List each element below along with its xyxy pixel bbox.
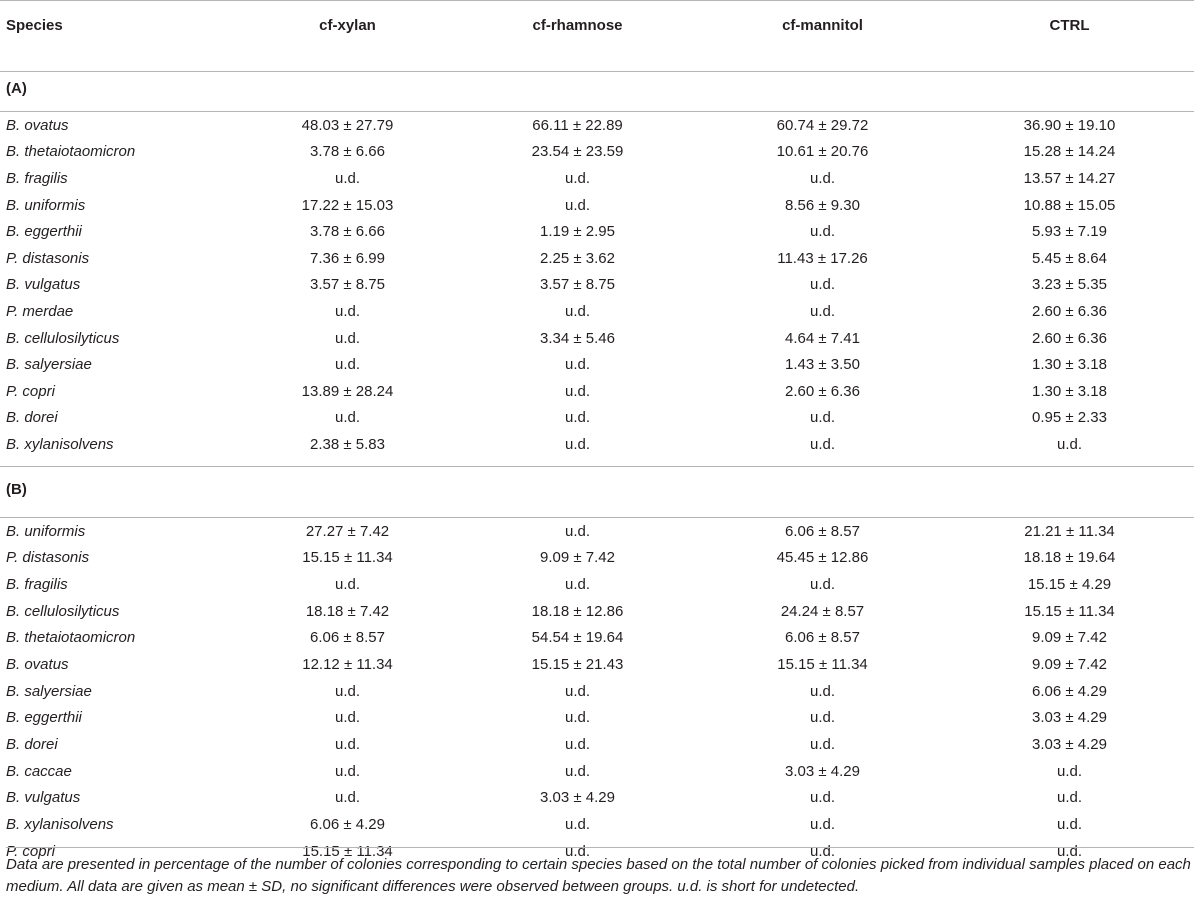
species-cell: B. salyersiae: [6, 356, 92, 374]
value-cell: 15.15 ± 11.34: [777, 656, 868, 673]
value-cell: 0.95 ± 2.33: [1032, 409, 1107, 427]
species-cell: B. cellulosilyticus: [6, 602, 120, 620]
value-cell: u.d.: [564, 382, 591, 400]
value-cell: 7.36 ± 6.99: [310, 249, 385, 267]
value-cell: 2.60 ± 6.36: [1032, 302, 1107, 320]
value-cell: u.d.: [809, 709, 836, 727]
section-a: [0, 72, 1194, 467]
table-row: [0, 112, 1194, 139]
value-cell: 48.03 ± 27.79: [301, 116, 394, 134]
species-cell: B. fragilis: [6, 575, 68, 593]
spacer-cell: [0, 458, 1194, 467]
value-cell: 3.03 ± 4.29: [1032, 736, 1107, 754]
table-row: [0, 544, 1194, 571]
value-cell: u.d.: [809, 223, 836, 241]
value-cell: u.d.: [334, 789, 361, 807]
value-cell: 18.18 ± 19.64: [1023, 549, 1116, 567]
section-label-row: [0, 72, 1194, 112]
value-cell: 24.24 ± 8.57: [780, 602, 865, 620]
value-cell: u.d.: [564, 682, 591, 700]
value-cell: 9.09 ± 7.42: [1032, 629, 1107, 647]
value-cell: u.d.: [334, 302, 361, 320]
species-cell: B. xylanisolvens: [6, 816, 114, 834]
value-cell: 3.23 ± 5.35: [1032, 276, 1107, 294]
value-cell: 6.06 ± 8.57: [310, 629, 385, 647]
header-cf-rhamnose: cf-rhamnose: [455, 1, 700, 72]
table-row: [0, 218, 1194, 245]
value-cell: 3.03 ± 4.29: [785, 762, 860, 780]
header-cf-xylan: cf-xylan: [240, 1, 455, 72]
value-cell: 9.09 ± 7.42: [1032, 656, 1107, 673]
section-label: (A): [0, 72, 1194, 112]
value-cell: 45.45 ± 12.86: [776, 549, 869, 567]
table-row: [0, 705, 1194, 732]
value-cell: 13.89 ± 28.24: [301, 382, 394, 400]
value-cell: u.d.: [1056, 816, 1083, 834]
value-cell: 21.21 ± 11.34: [1024, 522, 1115, 540]
value-cell: 10.88 ± 15.05: [1023, 196, 1116, 214]
section-label: (B): [0, 466, 1194, 517]
header-row: [0, 1, 1194, 72]
value-cell: u.d.: [564, 575, 591, 593]
value-cell: u.d.: [334, 762, 361, 780]
value-cell: 12.12 ± 11.34: [302, 656, 393, 673]
table-row: [0, 139, 1194, 166]
species-cell: B. caccae: [6, 762, 72, 780]
value-cell: 2.60 ± 6.36: [1032, 329, 1107, 347]
table-row: [0, 758, 1194, 785]
value-cell: 18.18 ± 12.86: [531, 602, 624, 620]
value-cell: 1.19 ± 2.95: [540, 223, 615, 241]
value-cell: u.d.: [564, 522, 591, 540]
value-cell: 6.06 ± 4.29: [310, 816, 385, 834]
value-cell: 17.22 ± 15.03: [301, 196, 394, 214]
species-cell: B. salyersiae: [6, 682, 92, 700]
value-cell: 1.43 ± 3.50: [785, 356, 860, 374]
species-cell: B. eggerthii: [6, 709, 82, 727]
table-row: [0, 405, 1194, 432]
value-cell: 15.15 ± 11.34: [302, 549, 393, 567]
value-cell: u.d.: [334, 682, 361, 700]
section-label-row: [0, 466, 1194, 517]
value-cell: 23.54 ± 23.59: [531, 143, 624, 161]
header-species: Species: [0, 1, 240, 72]
species-cell: B. cellulosilyticus: [6, 329, 120, 347]
table-row: [0, 811, 1194, 838]
table-row: [0, 378, 1194, 405]
value-cell: 6.06 ± 8.57: [785, 629, 860, 647]
value-cell: u.d.: [564, 816, 591, 834]
value-cell: u.d.: [809, 682, 836, 700]
species-cell: B. thetaiotaomicron: [6, 629, 136, 647]
species-cell: P. distasonis: [6, 549, 90, 567]
value-cell: 3.57 ± 8.75: [540, 276, 615, 294]
table-row: [0, 731, 1194, 758]
value-cell: u.d.: [334, 169, 361, 187]
table-row: [0, 298, 1194, 325]
value-cell: 27.27 ± 7.42: [305, 522, 390, 540]
value-cell: 6.06 ± 8.57: [785, 522, 860, 540]
value-cell: u.d.: [564, 762, 591, 780]
species-cell: B. dorei: [6, 409, 58, 427]
table-row: [0, 624, 1194, 651]
species-cell: B. thetaiotaomicron: [6, 143, 136, 161]
value-cell: 15.15 ± 11.34: [302, 842, 393, 860]
value-cell: 11.43 ± 17.26: [777, 249, 868, 267]
value-cell: u.d.: [809, 842, 836, 860]
value-cell: u.d.: [564, 196, 591, 214]
value-cell: 2.38 ± 5.83: [310, 435, 385, 453]
species-cell: B. ovatus: [6, 116, 69, 134]
value-cell: u.d.: [809, 789, 836, 807]
species-cell: B. xylanisolvens: [6, 435, 114, 453]
value-cell: 8.56 ± 9.30: [785, 196, 860, 214]
value-cell: 3.57 ± 8.75: [310, 276, 385, 294]
table-row: [0, 678, 1194, 705]
value-cell: 54.54 ± 19.64: [531, 629, 624, 647]
value-cell: u.d.: [564, 302, 591, 320]
value-cell: u.d.: [334, 736, 361, 754]
table-row: [0, 517, 1194, 544]
value-cell: u.d.: [564, 435, 591, 453]
species-cell: P. distasonis: [6, 249, 90, 267]
value-cell: 6.06 ± 4.29: [1032, 682, 1107, 700]
value-cell: u.d.: [334, 575, 361, 593]
value-cell: 15.15 ± 4.29: [1027, 575, 1112, 593]
value-cell: u.d.: [1056, 435, 1083, 453]
value-cell: u.d.: [564, 736, 591, 754]
value-cell: u.d.: [564, 842, 591, 860]
value-cell: 13.57 ± 14.27: [1023, 169, 1116, 187]
value-cell: u.d.: [564, 356, 591, 374]
value-cell: 10.61 ± 20.76: [776, 143, 869, 161]
value-cell: 36.90 ± 19.10: [1023, 116, 1116, 134]
value-cell: u.d.: [809, 575, 836, 593]
value-cell: 4.64 ± 7.41: [785, 329, 860, 347]
table-row: [0, 598, 1194, 625]
value-cell: 15.15 ± 21.43: [531, 656, 624, 673]
value-cell: 3.03 ± 4.29: [540, 789, 615, 807]
header-cf-mannitol: cf-mannitol: [700, 1, 945, 72]
value-cell: u.d.: [809, 169, 836, 187]
value-cell: 2.60 ± 6.36: [785, 382, 860, 400]
table-row: [0, 325, 1194, 352]
value-cell: u.d.: [809, 435, 836, 453]
species-cell: B. dorei: [6, 736, 58, 754]
value-cell: 66.11 ± 22.89: [532, 116, 623, 134]
value-cell: 1.30 ± 3.18: [1032, 356, 1107, 374]
table-row: [0, 351, 1194, 378]
value-cell: 5.45 ± 8.64: [1032, 249, 1107, 267]
species-cell: B. vulgatus: [6, 789, 81, 807]
species-cell: B. ovatus: [6, 656, 69, 673]
table-row: [0, 571, 1194, 598]
value-cell: u.d.: [334, 329, 361, 347]
table-row: [0, 431, 1194, 458]
value-cell: u.d.: [809, 816, 836, 834]
section-b: [0, 466, 1194, 872]
species-cell: P. merdae: [6, 302, 74, 320]
value-cell: u.d.: [564, 169, 591, 187]
species-cell: B. uniformis: [6, 196, 86, 214]
table-row: [0, 272, 1194, 299]
species-cell: P. copri: [6, 842, 55, 860]
value-cell: u.d.: [809, 302, 836, 320]
species-cell: B. uniformis: [6, 522, 86, 540]
value-cell: u.d.: [334, 709, 361, 727]
value-cell: 3.78 ± 6.66: [310, 223, 385, 241]
table-row: [0, 785, 1194, 812]
value-cell: 3.34 ± 5.46: [540, 329, 615, 347]
table-row: [0, 165, 1194, 192]
table-row: [0, 245, 1194, 272]
value-cell: u.d.: [334, 356, 361, 374]
species-cell: B. vulgatus: [6, 276, 81, 294]
value-cell: 15.15 ± 11.34: [1024, 602, 1115, 620]
table-row: [0, 651, 1194, 678]
value-cell: 5.93 ± 7.19: [1032, 223, 1107, 241]
value-cell: u.d.: [334, 409, 361, 427]
value-cell: 60.74 ± 29.72: [776, 116, 869, 134]
header-ctrl: CTRL: [945, 1, 1194, 72]
value-cell: u.d.: [564, 409, 591, 427]
value-cell: 15.28 ± 14.24: [1023, 143, 1116, 161]
value-cell: 3.03 ± 4.29: [1032, 709, 1107, 727]
value-cell: 9.09 ± 7.42: [540, 549, 615, 567]
value-cell: u.d.: [1056, 842, 1083, 860]
value-cell: 1.30 ± 3.18: [1032, 382, 1107, 400]
value-cell: 18.18 ± 7.42: [305, 602, 390, 620]
value-cell: u.d.: [809, 276, 836, 294]
table-footnote: Data are presented in percentage of the number of colonies corresponding to certain species based on the total number of colonies picked from individual samples placed on each medium. All data are given as mean ± SD, no significant differences were observed between groups. u.d. is short for undetected.: [6, 847, 1194, 898]
value-cell: 3.78 ± 6.66: [310, 143, 385, 161]
value-cell: 2.25 ± 3.62: [540, 249, 615, 267]
table-row: [0, 192, 1194, 219]
value-cell: u.d.: [1056, 789, 1083, 807]
section-spacer: [0, 458, 1194, 467]
value-cell: u.d.: [809, 736, 836, 754]
species-cell: P. copri: [6, 382, 55, 400]
value-cell: u.d.: [809, 409, 836, 427]
species-cell: B. fragilis: [6, 169, 68, 187]
value-cell: u.d.: [564, 709, 591, 727]
value-cell: u.d.: [1056, 762, 1083, 780]
species-cell: B. eggerthii: [6, 223, 82, 241]
